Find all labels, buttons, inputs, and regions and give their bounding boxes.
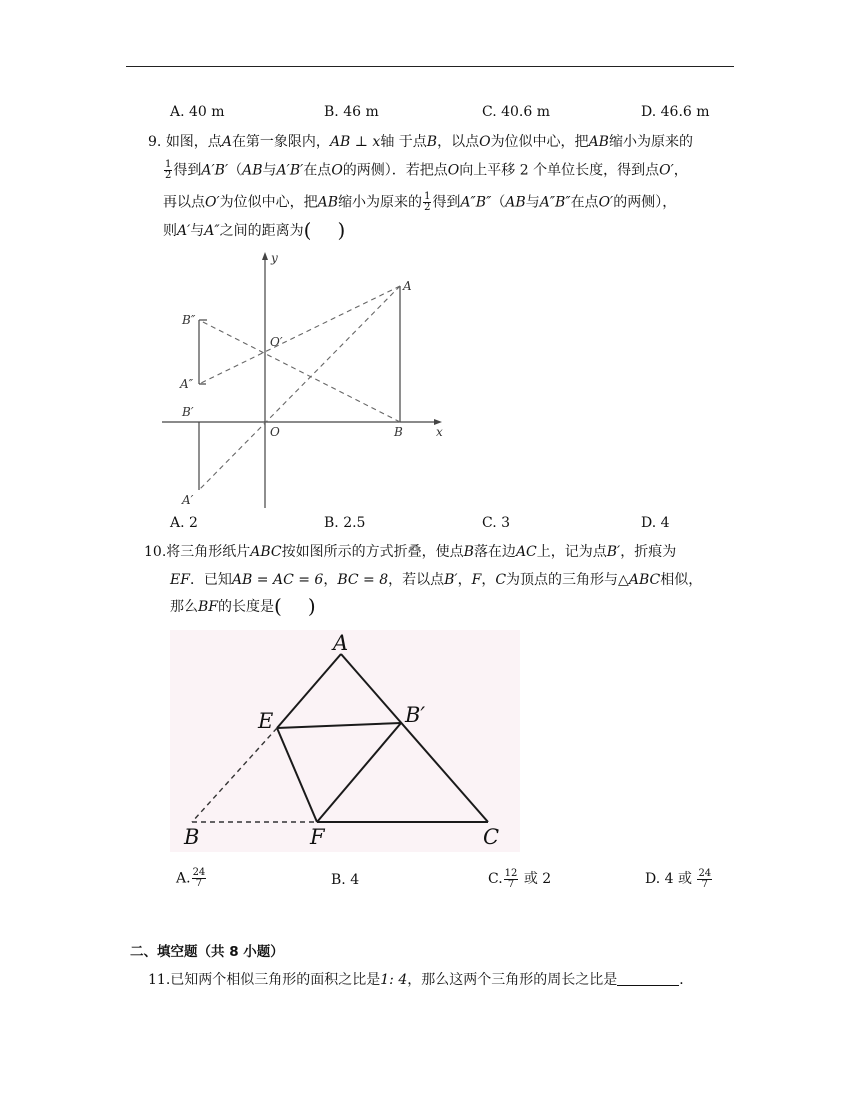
segment-EB1 [277,723,401,728]
header-rule [126,66,734,67]
q9-line-2: $\frac{1}{2}$ 得到A′B′（AB与A′B′在点O的两侧）．若把点O向上平移 2 个单位长度，得到点O′， [165,159,688,181]
section-heading: 二、填空题（共 8 小题） [130,944,284,960]
fig2-label-C: C [483,825,500,849]
q10-line-2: EF．已知AB = AC = 6，BC = 8，若以点B′，F，C为顶点的三角形与△ABC相似， [170,572,703,588]
fig1-label-O2: O′ [270,335,283,349]
q10-line-1: 10.将三角形纸片ABC按如图所示的方式折叠，使点B落在边AC上，记为点B′，折痕为 [144,544,677,560]
fraction-one-half: $\frac{1}{2}$ [424,191,431,213]
fig1-label-y: y [271,251,278,265]
segment-AE [277,654,341,728]
q8-option-a: A. 40 m [170,104,225,120]
segment-AC [341,654,488,822]
fraction-one-half: $\frac{1}{2}$ [165,159,172,181]
fig2-label-A: A [333,631,349,655]
fig1-label-x: x [436,425,443,439]
q8-option-d: D. 46.6 m [641,104,710,120]
fig1-label-A: A [403,279,412,293]
fig2-label-F: F [310,825,325,849]
q8-option-c: C. 40.6 m [482,104,551,120]
q10-option-d: D. 4 或 $\frac{24}{7}$ [645,867,712,890]
fig1-label-B2: B″ [182,313,196,327]
q10-option-c: C. $\frac{12}{7}$ 或 2 [488,867,552,890]
q10-line-3: 那么BF的长度是( ) [170,594,316,618]
q9-option-b: B. 2.5 [324,515,366,531]
q8-option-b: B. 46 m [324,104,379,120]
q9-option-d: D. 4 [641,515,670,531]
q11-line: 11.已知两个相似三角形的面积之比是1: 4，那么这两个三角形的周长之比是 ． [148,972,694,988]
answer-blank [617,971,679,986]
q10-folding-figure [170,630,520,852]
segment-FB1 [317,723,401,822]
fig2-label-E: E [258,709,274,733]
fig2-label-B: B [184,825,200,849]
dashed-A-A1 [199,286,400,490]
q9-option-a: A. 2 [170,515,198,531]
q10-option-a: A. $\frac{24}{7}$ [176,867,206,889]
q9-line-1: 9. 如图，点A在第一象限内，AB ⊥ x轴 于点B，以点O为位似中心，把AB缩小为原来的 [148,134,693,150]
fig1-label-A2: A″ [180,377,194,391]
q9-line-3: 再以点O′为位似中心，把AB缩小为原来的 $\frac{1}{2}$ 得到A″B″（AB与A″B″在点O′的两侧）， [163,191,677,213]
fig2-label-B1: B′ [405,703,426,727]
fig1-label-B: B [394,425,403,439]
q9-line-4: 则A′与A″之间的距离为( ) [163,218,346,242]
q9-coordinate-figure [162,250,452,512]
q9-option-c: C. 3 [482,515,511,531]
fig1-label-O: O [270,425,280,439]
segment-EF [277,728,317,822]
fig1-label-A1: A′ [182,493,194,507]
q10-option-b: B. 4 [331,872,360,888]
fig1-label-B1: B′ [182,405,194,419]
dashed-EB [192,728,277,822]
